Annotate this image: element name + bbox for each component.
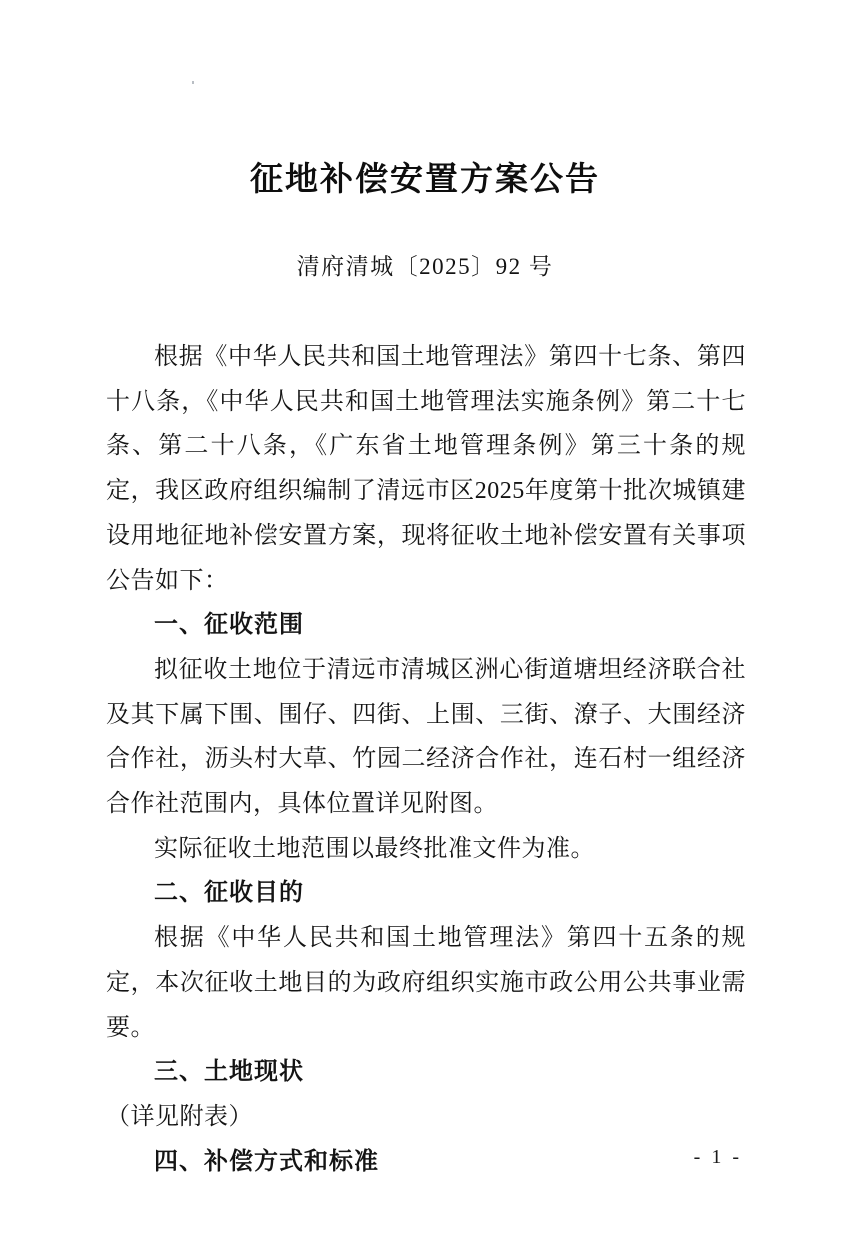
section-heading-1: 一、征收范围: [154, 611, 304, 639]
scan-artifact-speck: [192, 81, 194, 84]
paragraph-intro: 根据《中华人民共和国土地管理法》第四十七条、第四十八条，《中华人民共和国土地管理法实施条例》第二十七条、第二十八条，《广东省土地管理条例》第三十条的规定，我区政府组织编制了清远市区2025年度第十批次城镇建设用地征地补偿安置方案，现将征收土地补偿安置有关事项公告如下：: [106, 344, 746, 594]
section-heading-2: 二、征收目的: [154, 879, 304, 907]
paragraph-purpose: 根据《中华人民共和国土地管理法》第四十五条的规定，本次征收土地目的为政府组织实施市政公用公共事业需要。: [106, 925, 746, 1041]
document-body: [106, 335, 746, 1184]
section-heading-3: 三、土地现状: [154, 1058, 304, 1086]
paragraph-scope-note: 实际征收土地范围以最终批准文件为准。: [154, 835, 595, 862]
page-number: - 1 -: [693, 1146, 742, 1168]
document-number: 清府清城〔2025〕92 号: [296, 254, 554, 279]
paragraph-land-status-note: （详见附表）: [106, 1103, 253, 1130]
paragraph-scope: 拟征收土地位于清远市清城区洲心街道塘坦经济联合社及其下属下围、围仔、四街、上围、三街、潦子、大围经济合作社，沥头村大草、竹园二经济合作社，连石村一组经济合作社范围内，具体位置详见附图。: [106, 656, 746, 818]
section-heading-4: 四、补偿方式和标准: [154, 1147, 379, 1175]
document-title: 征地补偿安置方案公告: [250, 162, 600, 198]
